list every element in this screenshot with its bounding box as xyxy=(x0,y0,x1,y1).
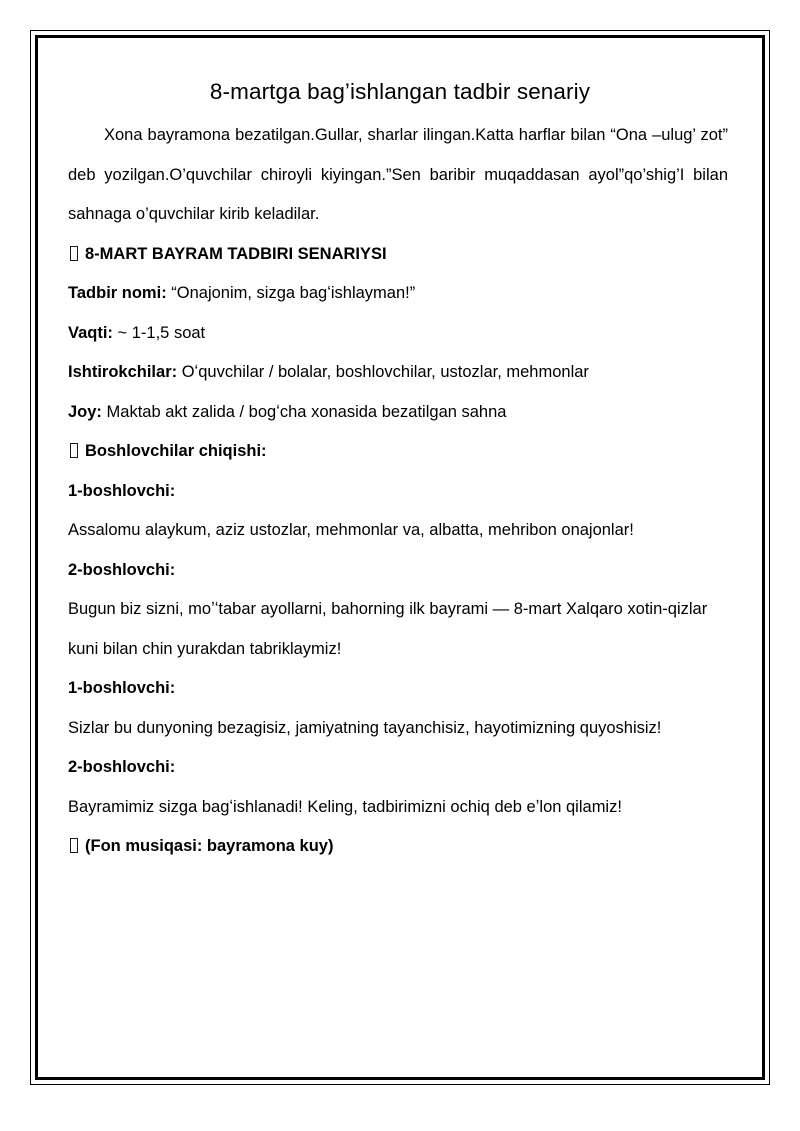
stage-note-label: (Fon musiqasi: bayramona kuy) xyxy=(85,837,334,856)
dialogue-1b: Sizlar bu dunyoning bezagisiz, jamiyatning tayanchisiz, hayotimizning quyoshisiz! xyxy=(68,718,662,737)
dialogue-2a: Bugun biz sizni, moʼʻtabar ayollarni, bahorning ilk bayrami — 8-mart Xalqaro xotin-qizlar kuni bilan chin yurakdan tabriklaymiz! xyxy=(68,600,708,658)
field-joy xyxy=(64,393,736,433)
missing-glyph-icon xyxy=(70,246,78,261)
intro-paragraph: Xona bayramona bezatilgan.Gullar, sharlar ilingan.Katta harflar bilan “Ona –ulug’ zot” deb yozilgan.O’quvchilar chiroyli kiyingan.”Sen baribir muqaddasan ayol”qo’shig’I bilan sahnaga o’quvchilar kirib keladilar. xyxy=(68,126,728,224)
speaker-2b: 2-boshlovchi: xyxy=(68,758,176,777)
page-title: 8-martga bag’ishlangan tadbir senariy xyxy=(209,79,591,104)
speaker-1a: 1-boshlovchi: xyxy=(68,481,176,500)
speaker-2a: 2-boshlovchi: xyxy=(68,560,176,579)
heading-hosts xyxy=(64,432,736,472)
field-vaqti-value: ~ 1-1,5 soat xyxy=(117,323,206,342)
heading-hosts-label: Boshlovchilar chiqishi: xyxy=(85,442,267,461)
field-ishtirokchilar-label: Ishtirokchilar: xyxy=(68,363,178,382)
field-vaqti xyxy=(64,314,736,354)
field-ishtirokchilar xyxy=(64,353,736,393)
field-vaqti-label: Vaqti: xyxy=(68,323,113,342)
document-content xyxy=(38,38,762,1077)
field-tadbir-nomi-label: Tadbir nomi: xyxy=(68,284,167,303)
missing-glyph-icon xyxy=(70,443,78,458)
document-page-inner-border xyxy=(35,35,765,1080)
heading-scenario-label: 8-MART BAYRAM TADBIRI SENARIYSI xyxy=(85,244,387,263)
stage-note xyxy=(64,827,736,867)
dialogue-2b: Bayramimiz sizga bagʻishlanadi! Keling, tadbirimizni ochiq deb eʼlon qilamiz! xyxy=(68,797,622,816)
document-page xyxy=(30,30,770,1085)
heading-scenario xyxy=(64,235,736,275)
field-joy-value: Maktab akt zalida / bogʻcha xonasida bezatilgan sahna xyxy=(106,402,507,421)
missing-glyph-icon xyxy=(70,838,78,853)
dialogue-1a: Assalomu alaykum, aziz ustozlar, mehmonlar va, albatta, mehribon onajonlar! xyxy=(68,521,634,540)
field-tadbir-nomi-value: “Onajonim, sizga bagʻishlayman!” xyxy=(171,284,416,303)
field-ishtirokchilar-value: Oʻquvchilar / bolalar, boshlovchilar, ustozlar, mehmonlar xyxy=(181,363,589,382)
speaker-1b: 1-boshlovchi: xyxy=(68,679,176,698)
field-tadbir-nomi xyxy=(64,274,736,314)
field-joy-label: Joy: xyxy=(68,402,102,421)
